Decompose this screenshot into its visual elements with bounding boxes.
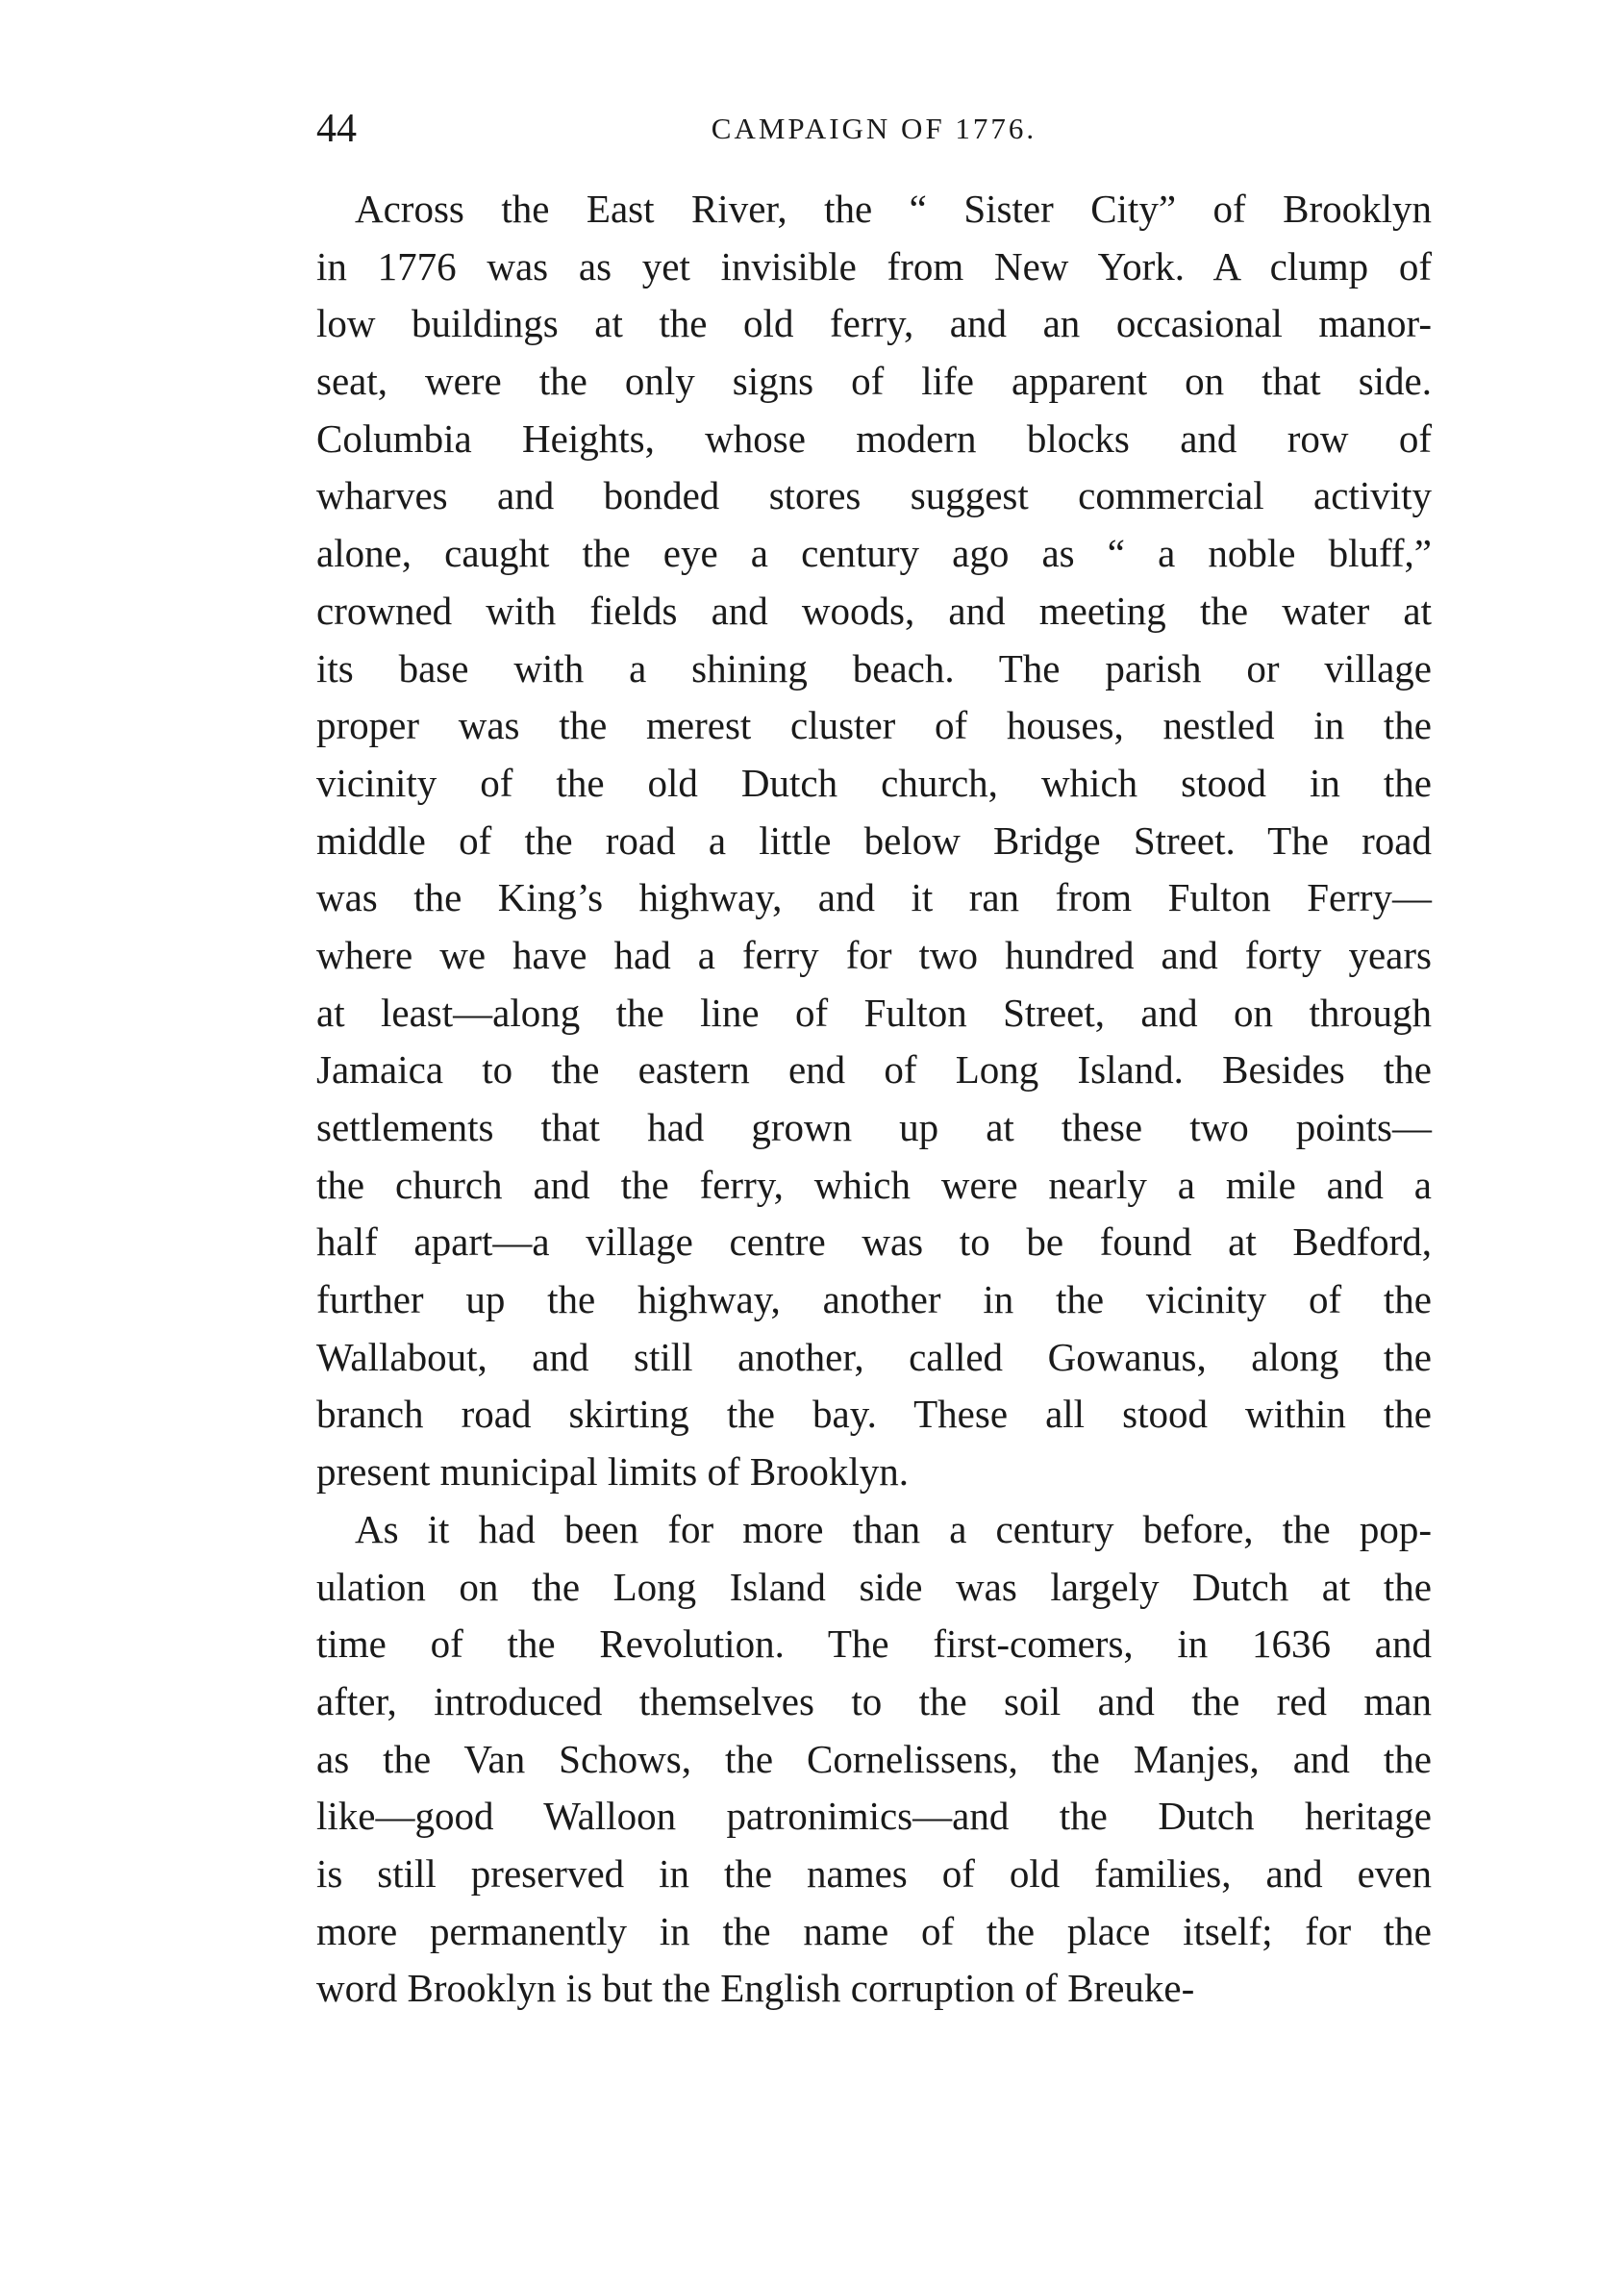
paragraph (316, 181, 1432, 1501)
text-line: ulation on the Long Island side was largely Dutch at the (316, 1564, 1432, 1609)
text-line: branch road skirting the bay. These all stood within the (316, 1392, 1432, 1437)
text-line: the church and the ferry, which were nearly a mile and a (316, 1162, 1432, 1207)
text-line: as the Van Schows, the Cornelissens, the Manjes, and the (316, 1736, 1432, 1781)
text-line: present municipal limits of Brooklyn. (316, 1449, 910, 1495)
text-line: like—good Walloon patronimics—and the Dutch heritage (316, 1794, 1432, 1839)
text-line: where we have had a ferry for two hundred and forty years (316, 932, 1432, 977)
text-line: after, introduced themselves to the soil and the red man (316, 1678, 1432, 1723)
text-line: seat, were the only signs of life apparent on that side. (316, 359, 1432, 404)
text-line: Across the East River, the “ Sister City” of Brooklyn (355, 187, 1432, 231)
text-line: low buildings at the old ferry, and an occasional manor- (316, 301, 1432, 346)
text-line: vicinity of the old Dutch church, which stood in the (316, 760, 1432, 805)
text-line: in 1776 was as yet invisible from New York. A clump of (316, 243, 1432, 289)
text-line: middle of the road a little below Bridge Street. The road (316, 817, 1432, 863)
text-line: Columbia Heights, whose modern blocks and row of (316, 415, 1432, 461)
text-line: word Brooklyn is but the English corruption of Breuke- (316, 1966, 1195, 2011)
text-line: As it had been for more than a century before, the pop- (355, 1506, 1432, 1551)
text-line: settlements that had grown up at these two points— (316, 1105, 1432, 1149)
text-line: Wallabout, and still another, called Gowanus, along the (316, 1334, 1432, 1379)
text-line: time of the Revolution. The first-comers, in 1636 and (316, 1621, 1432, 1667)
text-line: alone, caught the eye a century ago as “ a noble bluff,” (316, 531, 1432, 576)
paragraphs (316, 181, 1432, 2018)
text-line: its base with a shining beach. The parish or village (316, 645, 1432, 691)
text-line: wharves and bonded stores suggest commercial activity (316, 473, 1432, 518)
text-line: is still preserved in the names of old families, and even (316, 1850, 1432, 1896)
page-number: 44 (316, 107, 357, 151)
text-line: Jamaica to the eastern end of Long Island. Besides the (316, 1047, 1432, 1093)
paragraph (316, 1501, 1432, 2018)
text-line: at least—along the line of Fulton Street, and on through (316, 990, 1432, 1035)
running-head (316, 100, 1432, 158)
text-line: proper was the merest cluster of houses, nestled in the (316, 703, 1432, 748)
body-text (316, 181, 1432, 2018)
running-title: CAMPAIGN OF 1776. (711, 112, 1037, 145)
text-line: more permanently in the name of the place itself; for the (316, 1908, 1432, 1953)
text-line: further up the highway, another in the vicinity of the (316, 1277, 1432, 1322)
text-line: crowned with fields and woods, and meeting the water at (316, 588, 1432, 633)
text-line: half apart—a village centre was to be found at Bedford, (316, 1219, 1432, 1265)
text-line: was the King’s highway, and it ran from Fulton Ferry— (316, 875, 1432, 920)
